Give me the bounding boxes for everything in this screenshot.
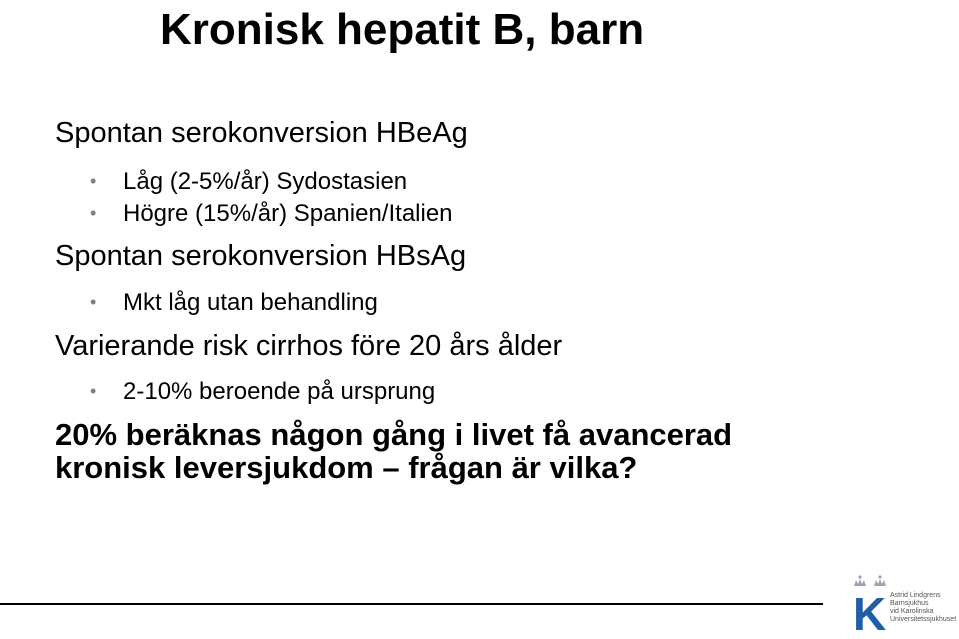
heading-cirrhos: Varierande risk cirrhos före 20 års ålder: [55, 330, 563, 362]
bullet-icon: •: [90, 381, 97, 401]
logo-line-2: Barnsjukhus: [890, 600, 929, 607]
bullet-text: Högre (15%/år) Spanien/Italien: [123, 200, 453, 227]
bullet-item-ursprung: [90, 377, 435, 406]
bullet-item-sydostasien: [90, 167, 407, 196]
footer-rule: [0, 603, 823, 605]
bullet-item-mkt-lag: [90, 288, 378, 317]
bullet-icon: •: [90, 292, 97, 312]
logo-line-1: Astrid Lindgrens: [890, 592, 941, 599]
crown-icon: [854, 575, 866, 586]
heading-hbsag: Spontan serokonversion HBsAg: [55, 240, 467, 272]
logo-line-4: Universitetssjukhuset: [890, 616, 957, 623]
bullet-icon: •: [90, 203, 97, 223]
bullet-text: Låg (2-5%/år) Sydostasien: [123, 168, 408, 195]
conclusion-line-2: kronisk leversjukdom – frågan är vilka?: [55, 450, 638, 485]
bullet-item-spanien: [90, 199, 453, 228]
bullet-text: Mkt låg utan behandling: [123, 289, 378, 316]
karolinska-logo: [848, 572, 959, 634]
slide-title: Kronisk hepatit B, barn: [160, 5, 645, 54]
logo-line-3: vid Karolinska: [890, 608, 934, 615]
logo-letter-k: K: [853, 588, 887, 634]
bullet-text: 2-10% beroende på ursprung: [123, 378, 436, 405]
bullet-icon: •: [90, 171, 97, 191]
heading-hbeag: Spontan serokonversion HBeAg: [55, 117, 468, 149]
logo-text: [890, 592, 956, 624]
serpent-crown-icon: [874, 575, 886, 586]
conclusion-statement: [55, 418, 732, 484]
conclusion-line-1: 20% beräknas någon gång i livet få avancerad: [55, 417, 733, 452]
